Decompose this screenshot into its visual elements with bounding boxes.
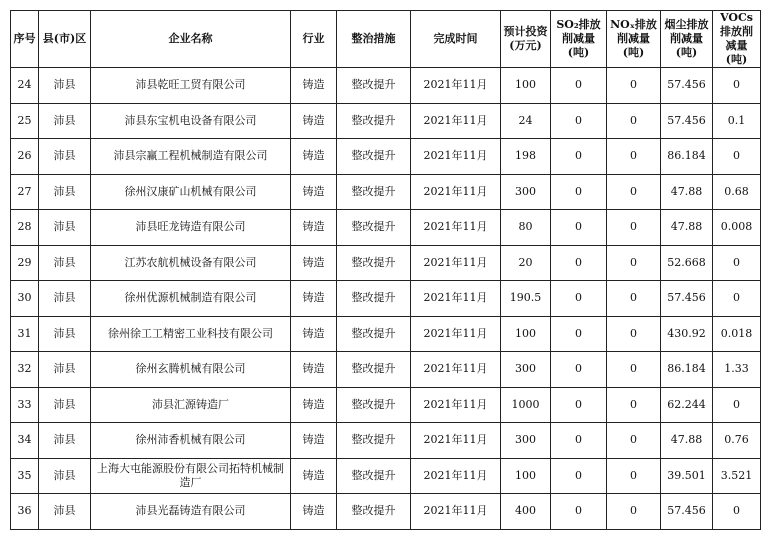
header-vocs: VOCs排放削减量(吨) bbox=[713, 11, 761, 68]
cell-investment: 300 bbox=[501, 174, 551, 210]
cell-nox: 0 bbox=[607, 352, 661, 388]
cell-county: 沛县 bbox=[39, 210, 91, 246]
header-nox: NOₓ排放削减量(吨) bbox=[607, 11, 661, 68]
cell-so2: 0 bbox=[551, 494, 607, 530]
cell-investment: 300 bbox=[501, 423, 551, 459]
cell-company: 沛县东宝机电设备有限公司 bbox=[91, 103, 291, 139]
cell-dust: 52.668 bbox=[661, 245, 713, 281]
cell-seq: 36 bbox=[11, 494, 39, 530]
cell-completion: 2021年11月 bbox=[411, 68, 501, 104]
cell-completion: 2021年11月 bbox=[411, 458, 501, 494]
cell-company: 江苏农航机械设备有限公司 bbox=[91, 245, 291, 281]
cell-investment: 400 bbox=[501, 494, 551, 530]
table-row bbox=[11, 68, 761, 104]
table-row bbox=[11, 387, 761, 423]
cell-seq: 24 bbox=[11, 68, 39, 104]
cell-so2: 0 bbox=[551, 352, 607, 388]
cell-completion: 2021年11月 bbox=[411, 423, 501, 459]
cell-measure: 整改提升 bbox=[337, 316, 411, 352]
cell-company: 沛县宗赢工程机械制造有限公司 bbox=[91, 139, 291, 175]
header-completion: 完成时间 bbox=[411, 11, 501, 68]
cell-completion: 2021年11月 bbox=[411, 316, 501, 352]
cell-seq: 30 bbox=[11, 281, 39, 317]
cell-industry: 铸造 bbox=[291, 139, 337, 175]
cell-nox: 0 bbox=[607, 68, 661, 104]
cell-industry: 铸造 bbox=[291, 352, 337, 388]
table-row bbox=[11, 139, 761, 175]
table-row bbox=[11, 494, 761, 530]
cell-so2: 0 bbox=[551, 174, 607, 210]
cell-dust: 47.88 bbox=[661, 174, 713, 210]
cell-completion: 2021年11月 bbox=[411, 494, 501, 530]
cell-industry: 铸造 bbox=[291, 387, 337, 423]
cell-measure: 整改提升 bbox=[337, 423, 411, 459]
cell-company: 沛县旺龙铸造有限公司 bbox=[91, 210, 291, 246]
table-row bbox=[11, 210, 761, 246]
cell-completion: 2021年11月 bbox=[411, 139, 501, 175]
cell-measure: 整改提升 bbox=[337, 245, 411, 281]
table-row bbox=[11, 423, 761, 459]
cell-completion: 2021年11月 bbox=[411, 174, 501, 210]
cell-nox: 0 bbox=[607, 458, 661, 494]
cell-industry: 铸造 bbox=[291, 281, 337, 317]
cell-investment: 1000 bbox=[501, 387, 551, 423]
cell-completion: 2021年11月 bbox=[411, 103, 501, 139]
cell-investment: 80 bbox=[501, 210, 551, 246]
cell-completion: 2021年11月 bbox=[411, 387, 501, 423]
cell-vocs: 0.68 bbox=[713, 174, 761, 210]
table-row bbox=[11, 245, 761, 281]
cell-nox: 0 bbox=[607, 387, 661, 423]
cell-completion: 2021年11月 bbox=[411, 245, 501, 281]
cell-nox: 0 bbox=[607, 210, 661, 246]
cell-county: 沛县 bbox=[39, 494, 91, 530]
cell-investment: 198 bbox=[501, 139, 551, 175]
cell-so2: 0 bbox=[551, 316, 607, 352]
header-so2: SO₂排放削减量(吨) bbox=[551, 11, 607, 68]
cell-completion: 2021年11月 bbox=[411, 281, 501, 317]
cell-seq: 25 bbox=[11, 103, 39, 139]
cell-industry: 铸造 bbox=[291, 245, 337, 281]
cell-seq: 35 bbox=[11, 458, 39, 494]
cell-seq: 28 bbox=[11, 210, 39, 246]
cell-investment: 100 bbox=[501, 458, 551, 494]
cell-measure: 整改提升 bbox=[337, 281, 411, 317]
cell-completion: 2021年11月 bbox=[411, 210, 501, 246]
cell-investment: 300 bbox=[501, 352, 551, 388]
cell-measure: 整改提升 bbox=[337, 139, 411, 175]
cell-industry: 铸造 bbox=[291, 423, 337, 459]
header-row bbox=[11, 11, 761, 68]
cell-nox: 0 bbox=[607, 423, 661, 459]
header-company: 企业名称 bbox=[91, 11, 291, 68]
cell-dust: 86.184 bbox=[661, 139, 713, 175]
cell-dust: 39.501 bbox=[661, 458, 713, 494]
header-industry: 行业 bbox=[291, 11, 337, 68]
cell-county: 沛县 bbox=[39, 458, 91, 494]
header-dust: 烟尘排放削减量(吨) bbox=[661, 11, 713, 68]
cell-county: 沛县 bbox=[39, 316, 91, 352]
cell-county: 沛县 bbox=[39, 68, 91, 104]
cell-company: 徐州汉康矿山机械有限公司 bbox=[91, 174, 291, 210]
cell-industry: 铸造 bbox=[291, 103, 337, 139]
cell-company: 沛县光磊铸造有限公司 bbox=[91, 494, 291, 530]
cell-measure: 整改提升 bbox=[337, 387, 411, 423]
cell-vocs: 0 bbox=[713, 139, 761, 175]
cell-measure: 整改提升 bbox=[337, 103, 411, 139]
table-body bbox=[11, 68, 761, 530]
cell-industry: 铸造 bbox=[291, 316, 337, 352]
cell-so2: 0 bbox=[551, 281, 607, 317]
cell-vocs: 1.33 bbox=[713, 352, 761, 388]
cell-so2: 0 bbox=[551, 458, 607, 494]
cell-nox: 0 bbox=[607, 174, 661, 210]
cell-dust: 57.456 bbox=[661, 494, 713, 530]
header-county: 县(市)区 bbox=[39, 11, 91, 68]
cell-industry: 铸造 bbox=[291, 210, 337, 246]
cell-dust: 86.184 bbox=[661, 352, 713, 388]
table-row bbox=[11, 281, 761, 317]
cell-dust: 47.88 bbox=[661, 210, 713, 246]
cell-seq: 32 bbox=[11, 352, 39, 388]
cell-industry: 铸造 bbox=[291, 174, 337, 210]
cell-nox: 0 bbox=[607, 245, 661, 281]
cell-so2: 0 bbox=[551, 245, 607, 281]
cell-so2: 0 bbox=[551, 423, 607, 459]
cell-seq: 26 bbox=[11, 139, 39, 175]
cell-county: 沛县 bbox=[39, 245, 91, 281]
cell-seq: 34 bbox=[11, 423, 39, 459]
cell-seq: 31 bbox=[11, 316, 39, 352]
cell-vocs: 0.018 bbox=[713, 316, 761, 352]
table-row bbox=[11, 458, 761, 494]
cell-measure: 整改提升 bbox=[337, 352, 411, 388]
cell-vocs: 0.008 bbox=[713, 210, 761, 246]
cell-vocs: 0 bbox=[713, 245, 761, 281]
cell-company: 徐州沛香机械有限公司 bbox=[91, 423, 291, 459]
cell-vocs: 0 bbox=[713, 68, 761, 104]
document bbox=[10, 10, 761, 530]
cell-so2: 0 bbox=[551, 68, 607, 104]
cell-county: 沛县 bbox=[39, 174, 91, 210]
cell-nox: 0 bbox=[607, 316, 661, 352]
cell-so2: 0 bbox=[551, 139, 607, 175]
cell-measure: 整改提升 bbox=[337, 210, 411, 246]
header-investment: 预计投资(万元) bbox=[501, 11, 551, 68]
table-row bbox=[11, 352, 761, 388]
cell-industry: 铸造 bbox=[291, 494, 337, 530]
cell-investment: 100 bbox=[501, 316, 551, 352]
table-row bbox=[11, 103, 761, 139]
cell-nox: 0 bbox=[607, 139, 661, 175]
cell-company: 上海大屯能源股份有限公司拓特机械制造厂 bbox=[91, 458, 291, 494]
cell-vocs: 0 bbox=[713, 494, 761, 530]
cell-seq: 33 bbox=[11, 387, 39, 423]
cell-county: 沛县 bbox=[39, 387, 91, 423]
cell-dust: 57.456 bbox=[661, 68, 713, 104]
cell-dust: 430.92 bbox=[661, 316, 713, 352]
cell-measure: 整改提升 bbox=[337, 458, 411, 494]
cell-county: 沛县 bbox=[39, 281, 91, 317]
cell-county: 沛县 bbox=[39, 139, 91, 175]
cell-nox: 0 bbox=[607, 281, 661, 317]
cell-company: 沛县乾旺工贸有限公司 bbox=[91, 68, 291, 104]
cell-county: 沛县 bbox=[39, 103, 91, 139]
cell-vocs: 0 bbox=[713, 387, 761, 423]
header-measure: 整治措施 bbox=[337, 11, 411, 68]
cell-so2: 0 bbox=[551, 387, 607, 423]
cell-company: 徐州玄腾机械有限公司 bbox=[91, 352, 291, 388]
cell-industry: 铸造 bbox=[291, 68, 337, 104]
cell-investment: 20 bbox=[501, 245, 551, 281]
cell-county: 沛县 bbox=[39, 423, 91, 459]
cell-investment: 24 bbox=[501, 103, 551, 139]
cell-vocs: 0 bbox=[713, 281, 761, 317]
table-row bbox=[11, 174, 761, 210]
cell-industry: 铸造 bbox=[291, 458, 337, 494]
cell-vocs: 0.1 bbox=[713, 103, 761, 139]
cell-seq: 29 bbox=[11, 245, 39, 281]
header-seq: 序号 bbox=[11, 11, 39, 68]
table-row bbox=[11, 316, 761, 352]
cell-measure: 整改提升 bbox=[337, 174, 411, 210]
cell-nox: 0 bbox=[607, 103, 661, 139]
cell-vocs: 0.76 bbox=[713, 423, 761, 459]
cell-company: 沛县汇源铸造厂 bbox=[91, 387, 291, 423]
cell-dust: 47.88 bbox=[661, 423, 713, 459]
cell-nox: 0 bbox=[607, 494, 661, 530]
cell-seq: 27 bbox=[11, 174, 39, 210]
cell-company: 徐州徐工工精密工业科技有限公司 bbox=[91, 316, 291, 352]
cell-investment: 100 bbox=[501, 68, 551, 104]
enterprise-table bbox=[10, 10, 761, 530]
cell-vocs: 3.521 bbox=[713, 458, 761, 494]
cell-investment: 190.5 bbox=[501, 281, 551, 317]
cell-measure: 整改提升 bbox=[337, 494, 411, 530]
cell-dust: 57.456 bbox=[661, 281, 713, 317]
cell-dust: 62.244 bbox=[661, 387, 713, 423]
cell-completion: 2021年11月 bbox=[411, 352, 501, 388]
cell-so2: 0 bbox=[551, 210, 607, 246]
cell-so2: 0 bbox=[551, 103, 607, 139]
cell-county: 沛县 bbox=[39, 352, 91, 388]
cell-dust: 57.456 bbox=[661, 103, 713, 139]
cell-company: 徐州优源机械制造有限公司 bbox=[91, 281, 291, 317]
cell-measure: 整改提升 bbox=[337, 68, 411, 104]
